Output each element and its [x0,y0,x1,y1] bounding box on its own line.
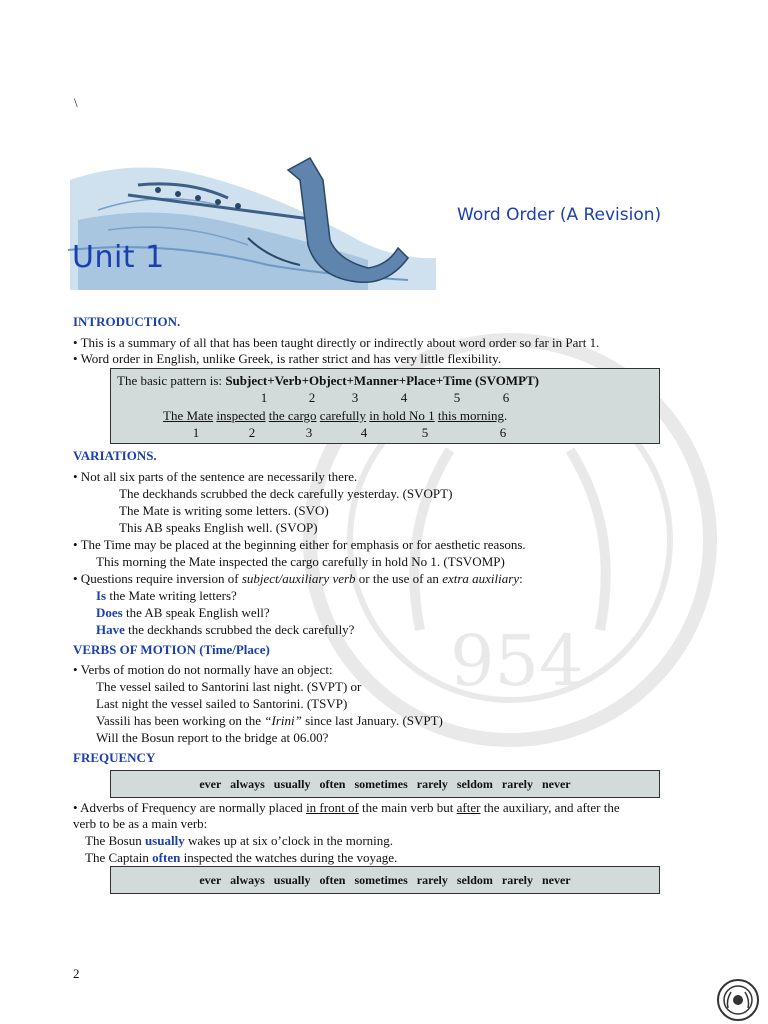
pattern-number: 5 [453,390,461,405]
unit-title: Unit 1 [72,240,165,275]
question-example: Does the AB speak English well? [96,605,270,620]
variations-bullet-2: • The Time may be placed at the beginning either for emphasis or for aesthetic reasons. [73,537,526,552]
motion-example: Will the Bosun report to the bridge at 06.00? [96,730,329,745]
motion-example: Last night the vessel sailed to Santorini. (TSVP) [96,696,348,711]
pattern-number: 3 [351,390,359,405]
frequency-scale-box [110,770,660,798]
question-example: Have the deckhands scrubbed the deck carefully? [96,622,355,637]
variations-example: The deckhands scrubbed the deck carefully yesterday. (SVOPT) [119,486,453,501]
page-number: 2 [73,966,80,981]
intro-bullet-1: • This is a summary of all that has been taught directly or indirectly about word order so far in Part 1. [73,335,600,350]
frequency-example: The Bosun usually wakes up at six o’clock in the morning. [85,833,394,848]
variations-example: The Mate is writing some letters. (SVO) [119,503,329,518]
example-number: 6 [499,425,507,440]
watermark-digits: 954 [450,620,584,702]
variations-heading: VARIATIONS. [73,448,157,463]
frequency-example: The Captain often inspected the watches during the voyage. [85,850,398,865]
motion-heading: VERBS OF MOTION (Time/Place) [73,642,270,657]
pattern-line [117,373,539,389]
variations-example: This AB speaks English well. (SVOP) [119,520,318,535]
pattern-number: 2 [308,390,316,405]
motion-bullet: • Verbs of motion do not normally have an object: [73,662,333,677]
introduction-heading: INTRODUCTION. [73,314,181,329]
pattern-number: 4 [400,390,408,405]
intro-bullet-2: • Word order in English, unlike Greek, is rather strict and has very little flexibility. [73,351,502,366]
example-number: 5 [421,425,429,440]
example-number: 2 [248,425,256,440]
pattern-prefix: The basic pattern is: [117,373,226,388]
frequency-scale: ever always usually often sometimes rarely seldom rarely never [199,777,571,791]
pattern-number: 6 [502,390,510,405]
example-number: 1 [192,425,200,440]
frequency-heading: FREQUENCY [73,750,156,765]
pattern-formula: Subject+Verb+Object+Manner+Place+Time (SVOMPT) [225,373,540,388]
frequency-rule-cont: verb to be as a main verb: [73,816,208,831]
seal-icon [716,978,760,1022]
motion-example: Vassili has been working on the “Irini” since last January. (SVPT) [96,713,443,728]
frequency-scale: ever always usually often sometimes rarely seldom rarely never [199,873,571,887]
variations-bullet-3: • Questions require inversion of subject/auxiliary verb or the use of an extra auxiliary: [73,571,523,586]
variations-bullet-1: • Not all six parts of the sentence are necessarily there. [73,469,358,484]
motion-example: The vessel sailed to Santorini last night. (SVPT) or [96,679,362,694]
example-sentence: The Mate inspected the cargo carefully in hold No 1 this morning. [163,408,508,423]
example-number: 4 [360,425,368,440]
pattern-number: 1 [260,390,268,405]
frequency-rule: • Adverbs of Frequency are normally placed in front of the main verb but after the auxiliary, and after the [73,800,620,815]
variations-time-example: This morning the Mate inspected the cargo carefully in hold No 1. (TSVOMP) [96,554,505,569]
question-example: Is the Mate writing letters? [96,588,237,603]
stray-backslash: \ [74,95,78,110]
basic-pattern-box [110,368,660,444]
unit-subtitle: Word Order (A Revision) [457,205,662,225]
example-number: 3 [305,425,313,440]
frequency-scale-box-2 [110,866,660,894]
